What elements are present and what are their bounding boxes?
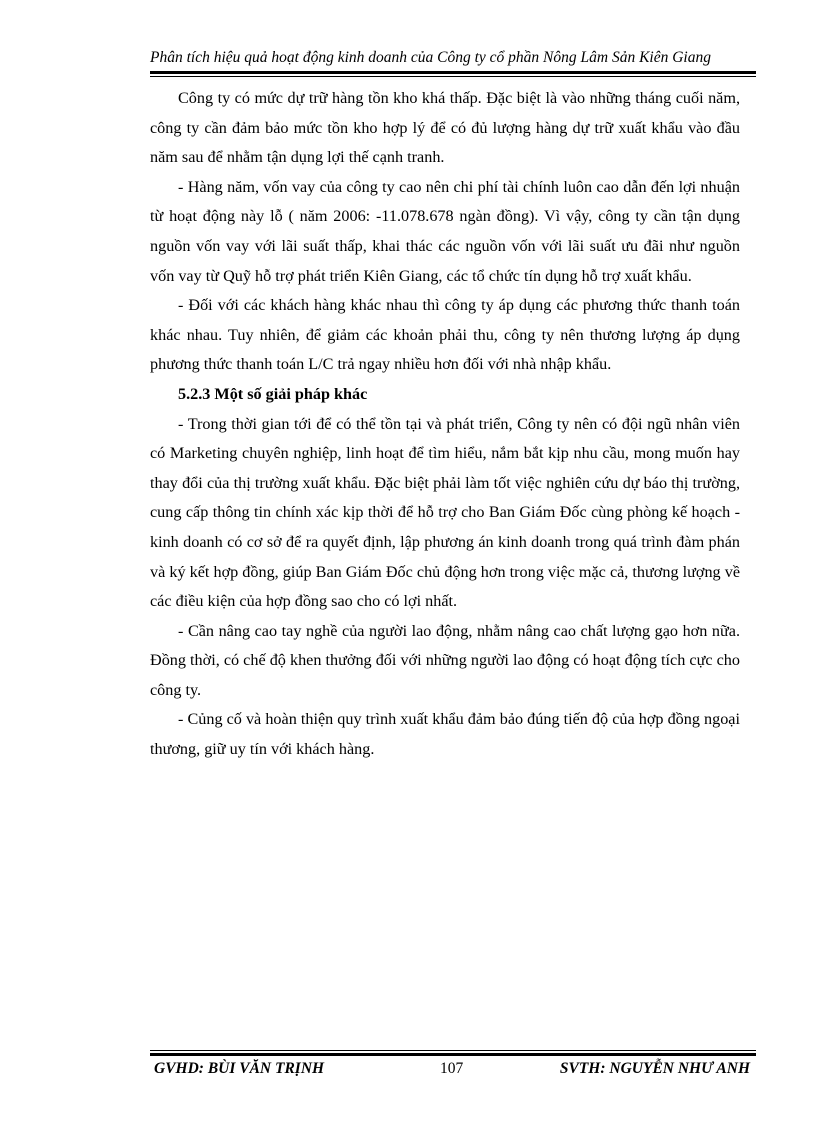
section-heading: 5.2.3 Một số giải pháp khác bbox=[178, 384, 368, 403]
footer-advisor: GVHD: BÙI VĂN TRỊNH bbox=[154, 1060, 325, 1077]
header-title: Phân tích hiệu quả hoạt động kinh doanh của Công ty cổ phần Nông Lâm Sản Kiên Giang bbox=[150, 49, 711, 66]
body-paragraph: Công ty có mức dự trữ hàng tồn kho khá thấp. Đặc biệt là vào những tháng cuối năm, công ty cần đảm bảo mức tồn kho hợp lý để có đủ lượng hàng dự trữ xuất khẩu vào đầu năm sau để nhằm tận dụng lợi thế cạnh tranh. bbox=[150, 89, 740, 167]
footer-rule-thin bbox=[150, 1050, 756, 1051]
body-paragraph: - Củng cố và hoàn thiện quy trình xuất khẩu đảm bảo đúng tiến độ của hợp đồng ngoại thương, giữ uy tín với khách hàng. bbox=[150, 710, 740, 759]
page-number: 107 bbox=[440, 1060, 464, 1077]
header-rule-thin bbox=[150, 76, 756, 77]
body-paragraph: - Cần nâng cao tay nghề của người lao động, nhằm nâng cao chất lượng gạo hơn nữa. Đồng thời, có chế độ khen thưởng đối với những người lao động có hoạt động tích cực cho công ty. bbox=[150, 621, 740, 699]
body-paragraph: - Hàng năm, vốn vay của công ty cao nên chi phí tài chính luôn cao dẫn đến lợi nhuận từ hoạt động này lỗ ( năm 2006: -11.078.678 ngàn đồng). Vì vậy, công ty cần tận dụng nguồn vốn vay với lãi suất thấp, khai thác các nguồn vốn với lãi suất ưu đãi như nguồn vốn vay từ Quỹ hỗ trợ phát triển Kiên Giang, các tổ chức tín dụng hỗ trợ xuất khẩu. bbox=[150, 177, 740, 285]
footer-bar bbox=[150, 1060, 756, 1082]
page-body bbox=[150, 84, 740, 765]
footer-student: SVTH: NGUYỄN NHƯ ANH bbox=[559, 1060, 750, 1077]
body-paragraph: - Trong thời gian tới để có thể tồn tại và phát triển, Công ty nên có đội ngũ nhân viên có Marketing chuyên nghiệp, linh hoạt để tìm hiểu, nắm bắt kịp nhu cầu, mong muốn hay thay đổi của thị trường xuất khẩu. Đặc biệt phải làm tốt việc nghiên cứu dự báo thị trường, cung cấp thông tin chính xác kịp thời để hỗ trợ cho Ban Giám Đốc cùng phòng kế hoạch - kinh doanh có cơ sở để ra quyết định, lập phương án kinh doanh trong quá trình đàm phán và ký kết hợp đồng, giúp Ban Giám Đốc chủ động hơn trong việc mặc cả, thương lượng về các điều kiện của hợp đồng sao cho có lợi nhất. bbox=[150, 414, 740, 611]
body-paragraph: - Đối với các khách hàng khác nhau thì công ty áp dụng các phương thức thanh toán khác nhau. Tuy nhiên, để giảm các khoản phải thu, công ty nên thương lượng áp dụng phương thức thanh toán L/C trả ngay nhiều hơn đối với nhà nhập khẩu. bbox=[150, 296, 740, 374]
header-rule-thick bbox=[150, 71, 756, 74]
footer-rule-thick bbox=[150, 1053, 756, 1056]
